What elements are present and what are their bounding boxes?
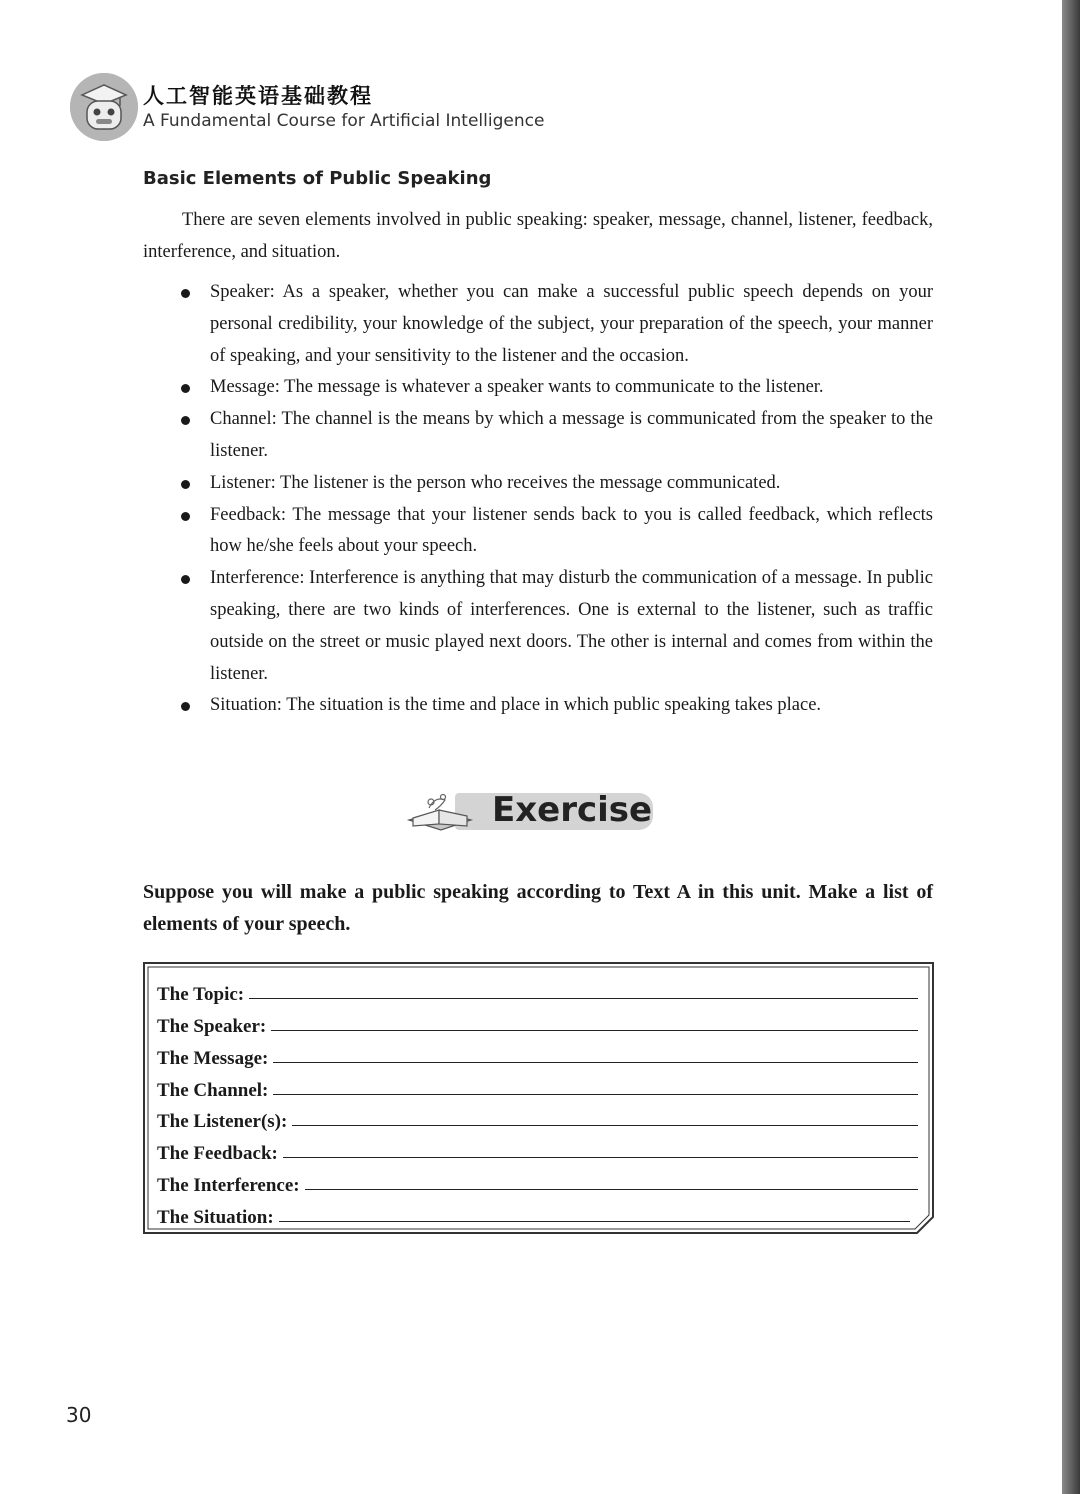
form-row-situation xyxy=(157,1197,918,1229)
bullet-dot-icon xyxy=(181,575,190,584)
feedback-blank-line[interactable] xyxy=(283,1156,918,1158)
book-title-english: A Fundamental Course for Artificial Intelligence xyxy=(143,111,545,131)
field-label-situation: The Situation: xyxy=(157,1207,274,1229)
field-label-speaker: The Speaker: xyxy=(157,1015,267,1037)
section-heading: Basic Elements of Public Speaking xyxy=(143,168,492,189)
interference-blank-line[interactable] xyxy=(305,1188,918,1190)
speech-elements-form xyxy=(143,962,934,1234)
bullet-item-channel: Channel: The channel is the means by which a message is communicated from the speaker to the listener. xyxy=(143,404,933,468)
bullet-item-interference: Interference: Interference is anything that may disturb the communication of a message. In public speaking, there are two kinds of interferences. One is external to the listener, such as traffic outside on the street or music played next doors. The other is internal and comes from within the listener. xyxy=(143,563,933,690)
bullet-item-feedback: Feedback: The message that your listener sends back to you is called feedback, which reflects how he/she feels about your speech. xyxy=(143,500,933,564)
form-row-message xyxy=(157,1038,918,1070)
robot-graduate-icon xyxy=(70,73,138,141)
field-label-channel: The Channel: xyxy=(157,1079,269,1101)
elements-bullet-list xyxy=(143,277,933,722)
form-row-topic xyxy=(157,974,918,1006)
bullet-dot-icon xyxy=(181,289,190,298)
open-book-icon xyxy=(405,790,477,834)
bullet-dot-icon xyxy=(181,416,190,425)
bullet-item-speaker: Speaker: As a speaker, whether you can make a successful public speech depends on your personal credibility, your knowledge of the subject, your preparation of the speech, your manner of speaking, and your sensitivity to the listener and the occasion. xyxy=(143,277,933,372)
bullet-dot-icon xyxy=(181,702,190,711)
field-label-message: The Message: xyxy=(157,1047,269,1069)
channel-blank-line[interactable] xyxy=(273,1093,918,1095)
bullet-dot-icon xyxy=(181,384,190,393)
form-row-listeners xyxy=(157,1102,918,1134)
form-row-channel xyxy=(157,1070,918,1102)
exercise-heading: Exercise xyxy=(492,790,653,830)
exercise-banner xyxy=(405,788,655,836)
bullet-item-listener: Listener: The listener is the person who receives the message communicated. xyxy=(143,468,933,500)
topic-blank-line[interactable] xyxy=(249,997,918,999)
speaker-blank-line[interactable] xyxy=(271,1029,918,1031)
field-label-feedback: The Feedback: xyxy=(157,1143,278,1165)
bullet-dot-icon xyxy=(181,480,190,489)
field-label-listeners: The Listener(s): xyxy=(157,1111,288,1133)
form-row-feedback xyxy=(157,1133,918,1165)
book-title-chinese: 人工智能英语基础教程 xyxy=(143,84,373,108)
form-row-interference xyxy=(157,1165,918,1197)
page-number: 30 xyxy=(66,1403,92,1427)
field-label-interference: The Interference: xyxy=(157,1175,300,1197)
bullet-item-situation: Situation: The situation is the time and place in which public speaking takes place. xyxy=(143,690,933,722)
field-label-topic: The Topic: xyxy=(157,983,245,1005)
message-blank-line[interactable] xyxy=(273,1061,918,1063)
intro-paragraph: There are seven elements involved in public speaking: speaker, message, channel, listener, feedback, interference, and situation. xyxy=(143,210,933,262)
bullet-dot-icon xyxy=(181,512,190,521)
listeners-blank-line[interactable] xyxy=(292,1124,918,1126)
bullet-item-message: Message: The message is whatever a speaker wants to communicate to the listener. xyxy=(143,372,933,404)
situation-blank-line[interactable] xyxy=(279,1220,910,1222)
exercise-instruction: Suppose you will make a public speaking according to Text A in this unit. Make a list of elements of your speech. xyxy=(143,881,933,935)
form-row-speaker xyxy=(157,1006,918,1038)
form-rows xyxy=(157,974,918,1229)
page-edge-shadow xyxy=(1062,0,1080,1494)
